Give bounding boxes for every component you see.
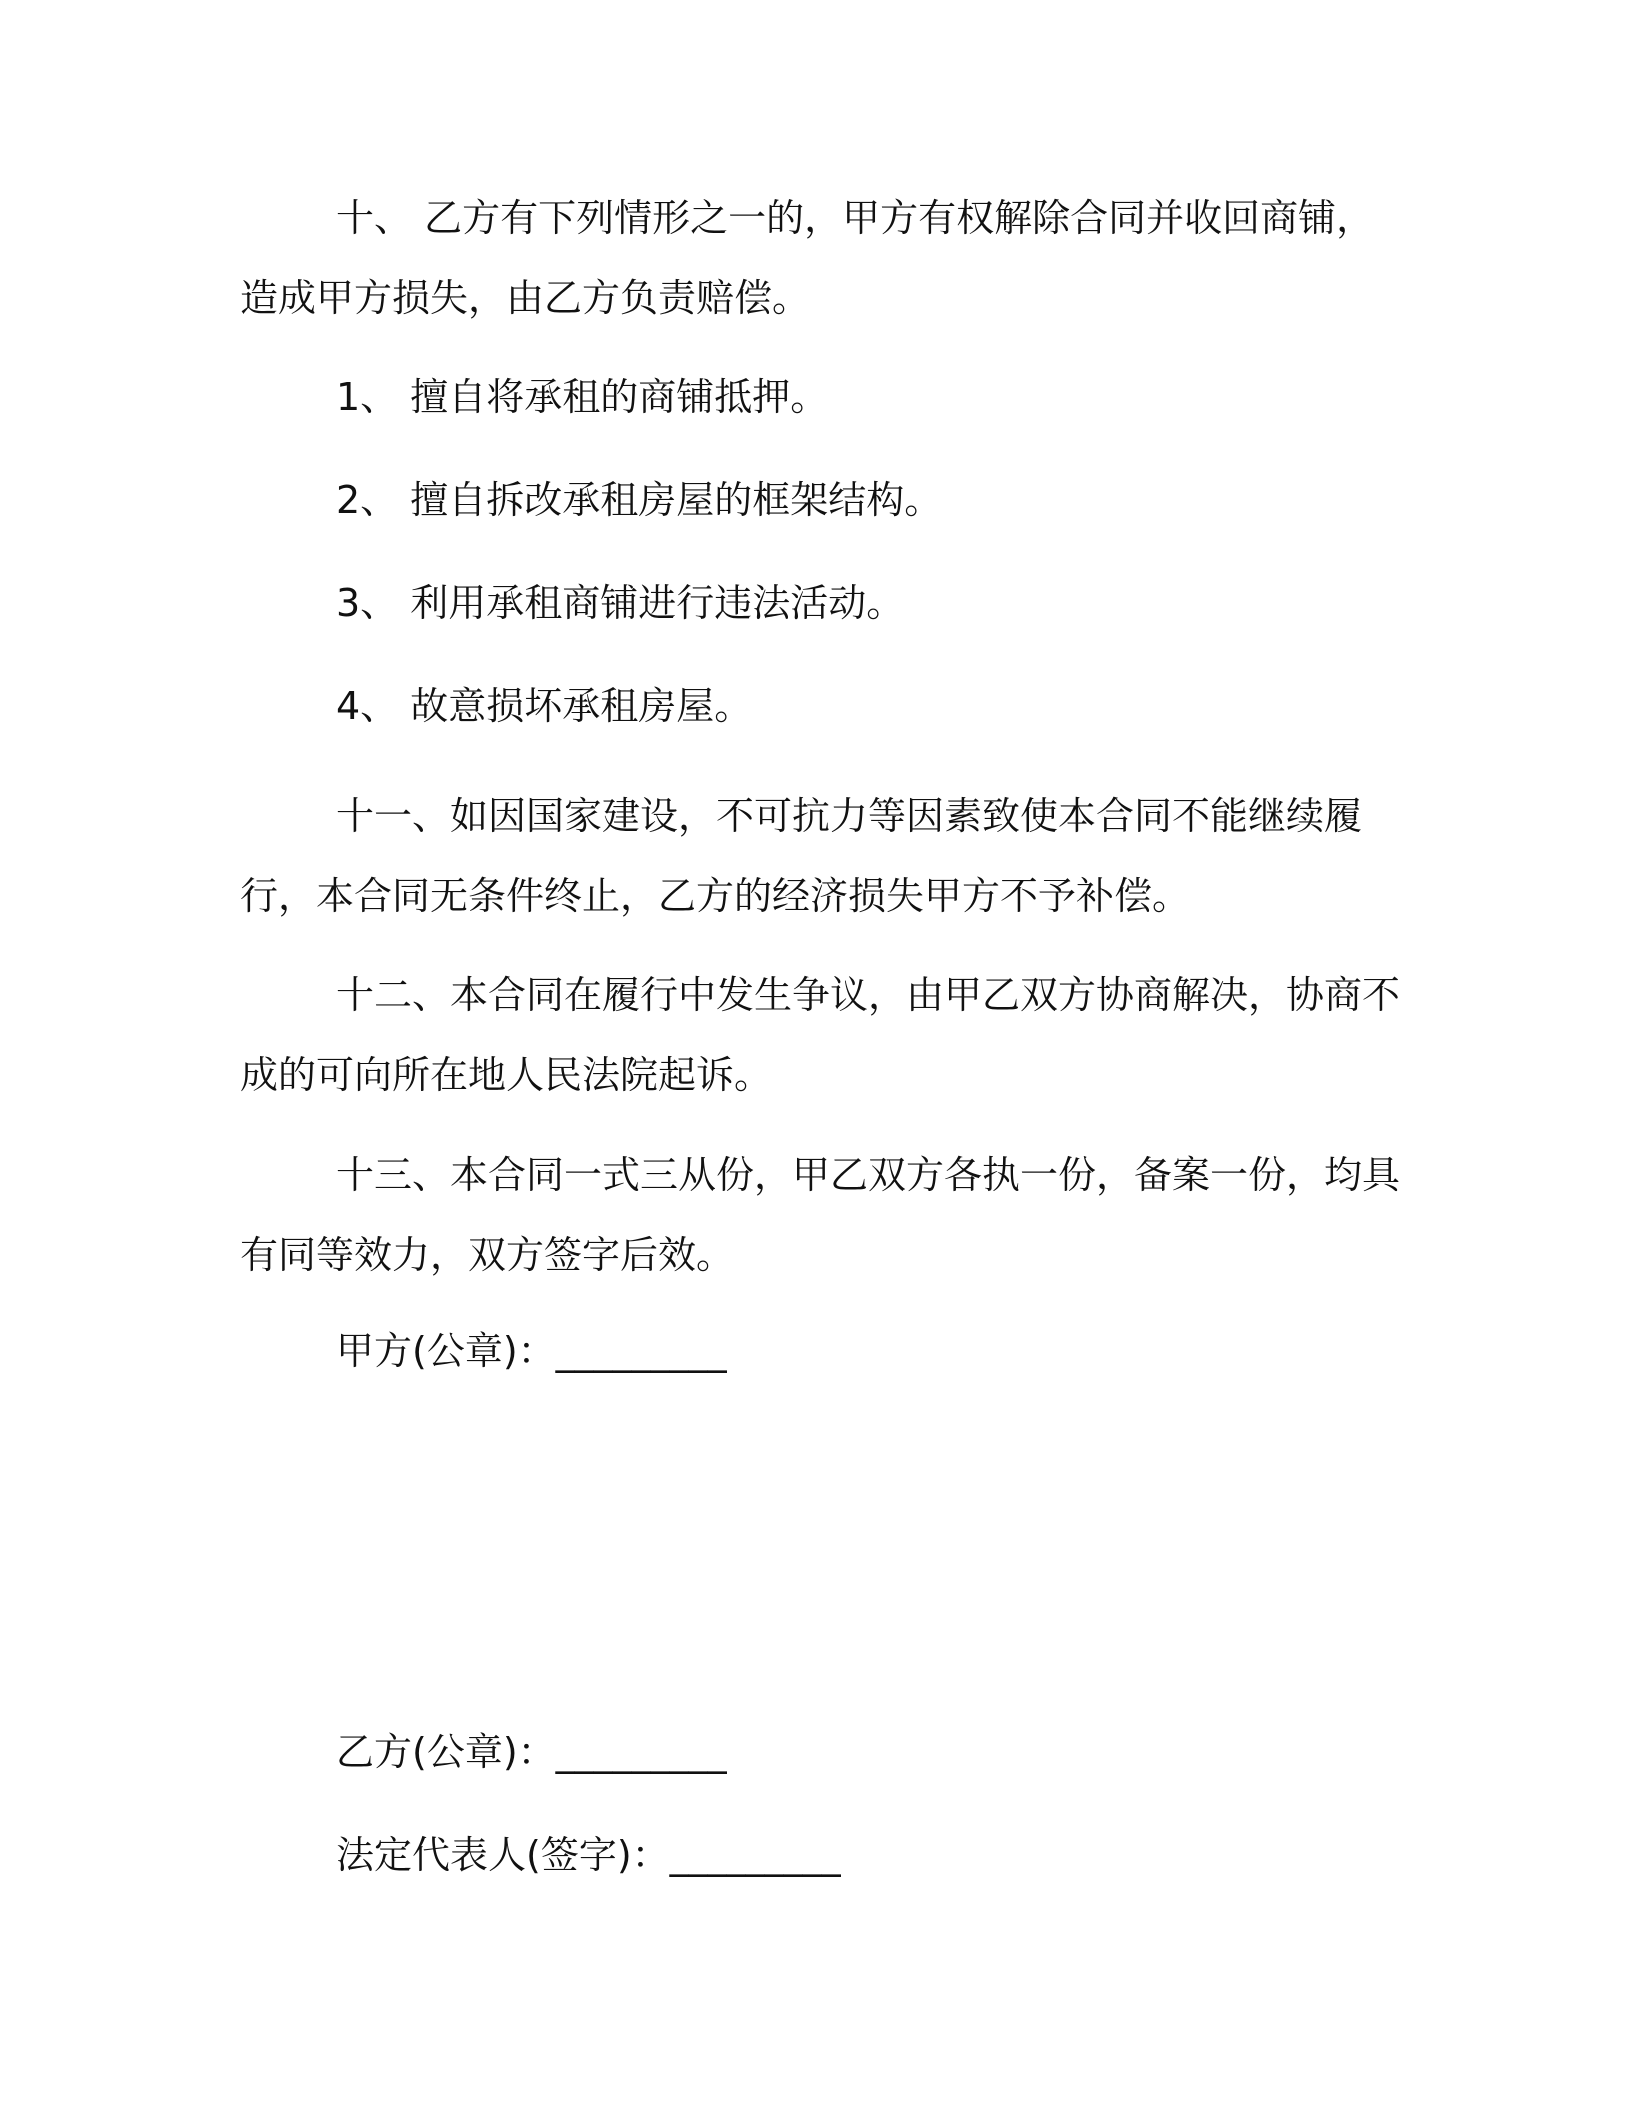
clause-12: 十二、本合同在履行中发生争议，由甲乙双方协商解决，协商不成的可向所在地人民法院起诉。	[240, 973, 1401, 1097]
clause-10-item-1: 1、 擅自将承租的商铺抵押。	[336, 375, 829, 419]
legal-representative-signature-line: 法定代表人(签字)：_________	[336, 1833, 841, 1877]
clause-10-item-2: 2、 擅自拆改承租房屋的框架结构。	[336, 478, 943, 522]
clause-11: 十一、如因国家建设，不可抗力等因素致使本合同不能继续履行，本合同无条件终止，乙方的经济损失甲方不予补偿。	[240, 794, 1363, 918]
clause-13: 十三、本合同一式三从份，甲乙双方各执一份，备案一份，均具有同等效力，双方签字后效。	[240, 1153, 1401, 1277]
clause-10-item-3: 3、 利用承租商铺进行违法活动。	[336, 581, 905, 625]
party-b-seal-line: 乙方(公章)：_________	[336, 1730, 727, 1774]
clause-10-item-4: 4、 故意损坏承租房屋。	[336, 684, 753, 728]
clause-10: 十、 乙方有下列情形之一的，甲方有权解除合同并收回商铺，造成甲方损失，由乙方负责赔偿。	[240, 196, 1375, 320]
party-a-seal-line: 甲方(公章)：_________	[336, 1329, 727, 1373]
